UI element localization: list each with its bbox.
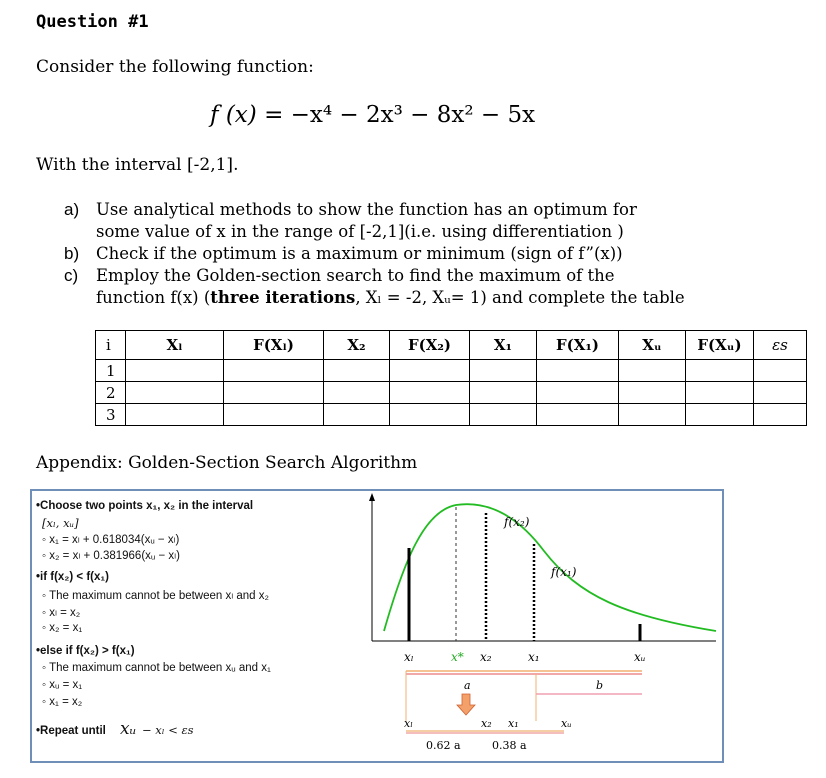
- table-cell[interactable]: [126, 382, 224, 404]
- table-cell[interactable]: [754, 382, 807, 404]
- table-header-row: [96, 331, 807, 360]
- table-cell: 1: [96, 360, 126, 382]
- table-cell[interactable]: [224, 360, 324, 382]
- label-ratio-b: 0.38 a: [492, 739, 527, 752]
- table-cell[interactable]: [619, 404, 686, 426]
- table-cell[interactable]: [324, 404, 390, 426]
- table-cell: 3: [96, 404, 126, 426]
- label-xl: xₗ: [404, 650, 414, 664]
- step-else: •else if f(x₂) > f(x₁): [36, 645, 135, 657]
- down-arrow-icon: [457, 694, 475, 715]
- table-cell[interactable]: [537, 382, 619, 404]
- part-a-label: a): [64, 200, 80, 219]
- step-x1-formula: ◦ x₁ = xₗ + 0.618034(xᵤ − xₗ): [42, 534, 180, 546]
- table-cell[interactable]: [224, 404, 324, 426]
- step-if-note: ◦ The maximum cannot be between xₗ and x₂: [42, 590, 269, 602]
- table-cell[interactable]: [324, 360, 390, 382]
- table-cell[interactable]: [470, 360, 537, 382]
- part-c-label: c): [64, 266, 79, 285]
- part-a-line-2: some value of x in the range of [-2,1](i.e. using differentiation ): [96, 222, 624, 241]
- function-formula: [210, 102, 535, 128]
- table-cell[interactable]: [537, 360, 619, 382]
- table-row: [96, 382, 807, 404]
- header-x1: X₁: [470, 331, 537, 360]
- step-if-assign-2: ◦ x₂ = x₁: [42, 622, 83, 634]
- label-x1-second: x₁: [508, 717, 519, 730]
- table-cell[interactable]: [390, 404, 470, 426]
- appendix-title: Appendix: Golden-Section Search Algorithm: [36, 453, 418, 473]
- table-cell[interactable]: [390, 382, 470, 404]
- label-xl-second: xₗ: [404, 717, 413, 730]
- table-cell[interactable]: [754, 360, 807, 382]
- part-a-line-1: Use analytical methods to show the function has an optimum for: [96, 200, 637, 219]
- interval-text: With the interval [-2,1].: [36, 155, 239, 175]
- formula-rhs: = −x⁴ − 2x³ − 8x² − 5x: [264, 102, 536, 128]
- label-fx1: f(x₁): [551, 565, 577, 579]
- step-else-note: ◦ The maximum cannot be between xᵤ and x₁: [42, 662, 271, 674]
- step-repeat-xu: xᵤ: [120, 719, 137, 739]
- header-es: εs: [754, 331, 807, 360]
- table-row: [96, 360, 807, 382]
- part-b-label: b): [64, 244, 80, 263]
- table-cell[interactable]: [619, 360, 686, 382]
- question-title: Question #1: [36, 12, 149, 32]
- label-x2-second: x₂: [481, 717, 492, 730]
- label-xstar: x*: [451, 650, 464, 664]
- label-x2: x₂: [480, 650, 492, 664]
- table-row: [96, 404, 807, 426]
- table-cell[interactable]: [126, 360, 224, 382]
- part-c-bold: three iterations: [210, 288, 356, 307]
- table-cell[interactable]: [126, 404, 224, 426]
- label-ratio-a: 0.62 a: [426, 739, 461, 752]
- table-cell[interactable]: [324, 382, 390, 404]
- step-choose: •Choose two points x₁, x₂ in the interval: [36, 500, 254, 512]
- label-fx2: f(x₂): [504, 515, 530, 529]
- golden-section-diagram: [364, 491, 724, 763]
- header-i: i: [96, 331, 126, 360]
- step-x2-formula: ◦ x₂ = xₗ + 0.381966(xᵤ − xₗ): [42, 550, 180, 562]
- iteration-table: [95, 330, 807, 426]
- part-c-suffix: , Xₗ = -2, Xᵤ= 1) and complete the table: [355, 288, 685, 307]
- label-xu: xᵤ: [634, 650, 646, 664]
- table-cell[interactable]: [390, 360, 470, 382]
- table-cell[interactable]: [537, 404, 619, 426]
- step-choose-interval: [xₗ, xᵤ]: [42, 516, 79, 530]
- table-cell[interactable]: [686, 382, 754, 404]
- intro-text: Consider the following function:: [36, 57, 314, 77]
- algorithm-figure: [30, 489, 724, 763]
- table-cell[interactable]: [619, 382, 686, 404]
- header-fx2: F(X₂): [390, 331, 470, 360]
- header-fx1: F(X₁): [537, 331, 619, 360]
- step-repeat: •Repeat until: [36, 725, 106, 737]
- part-c-line-1: Employ the Golden-section search to find the maximum of the: [96, 266, 615, 285]
- table-cell[interactable]: [224, 382, 324, 404]
- label-x1: x₁: [528, 650, 540, 664]
- header-x2: X₂: [324, 331, 390, 360]
- step-else-assign-2: ◦ x₁ = x₂: [42, 696, 83, 708]
- y-axis-arrow-icon: [369, 493, 375, 501]
- step-if-assign-1: ◦ xₗ = x₂: [42, 607, 81, 619]
- function-curve: [384, 504, 716, 631]
- header-xu: Xᵤ: [619, 331, 686, 360]
- table-cell[interactable]: [470, 382, 537, 404]
- step-if: •if f(x₂) < f(x₁): [36, 571, 109, 583]
- part-c-prefix: function f(x) (: [96, 288, 211, 307]
- table-cell[interactable]: [686, 404, 754, 426]
- formula-lhs: f (x): [210, 102, 257, 128]
- part-c-line-2: [96, 287, 685, 309]
- table-cell[interactable]: [686, 360, 754, 382]
- step-else-assign-1: ◦ xᵤ = x₁: [42, 679, 83, 691]
- table-cell[interactable]: [470, 404, 537, 426]
- label-b: b: [596, 679, 604, 692]
- table-cell[interactable]: [754, 404, 807, 426]
- header-xl: Xₗ: [126, 331, 224, 360]
- label-a: a: [464, 679, 471, 692]
- step-repeat-rest: − xₗ < εs: [142, 723, 194, 737]
- label-xu-second: xᵤ: [561, 717, 572, 730]
- table-cell: 2: [96, 382, 126, 404]
- part-b-line-1: Check if the optimum is a maximum or minimum (sign of f”(x)): [96, 244, 623, 263]
- header-fxl: F(Xₗ): [224, 331, 324, 360]
- header-fxu: F(Xᵤ): [686, 331, 754, 360]
